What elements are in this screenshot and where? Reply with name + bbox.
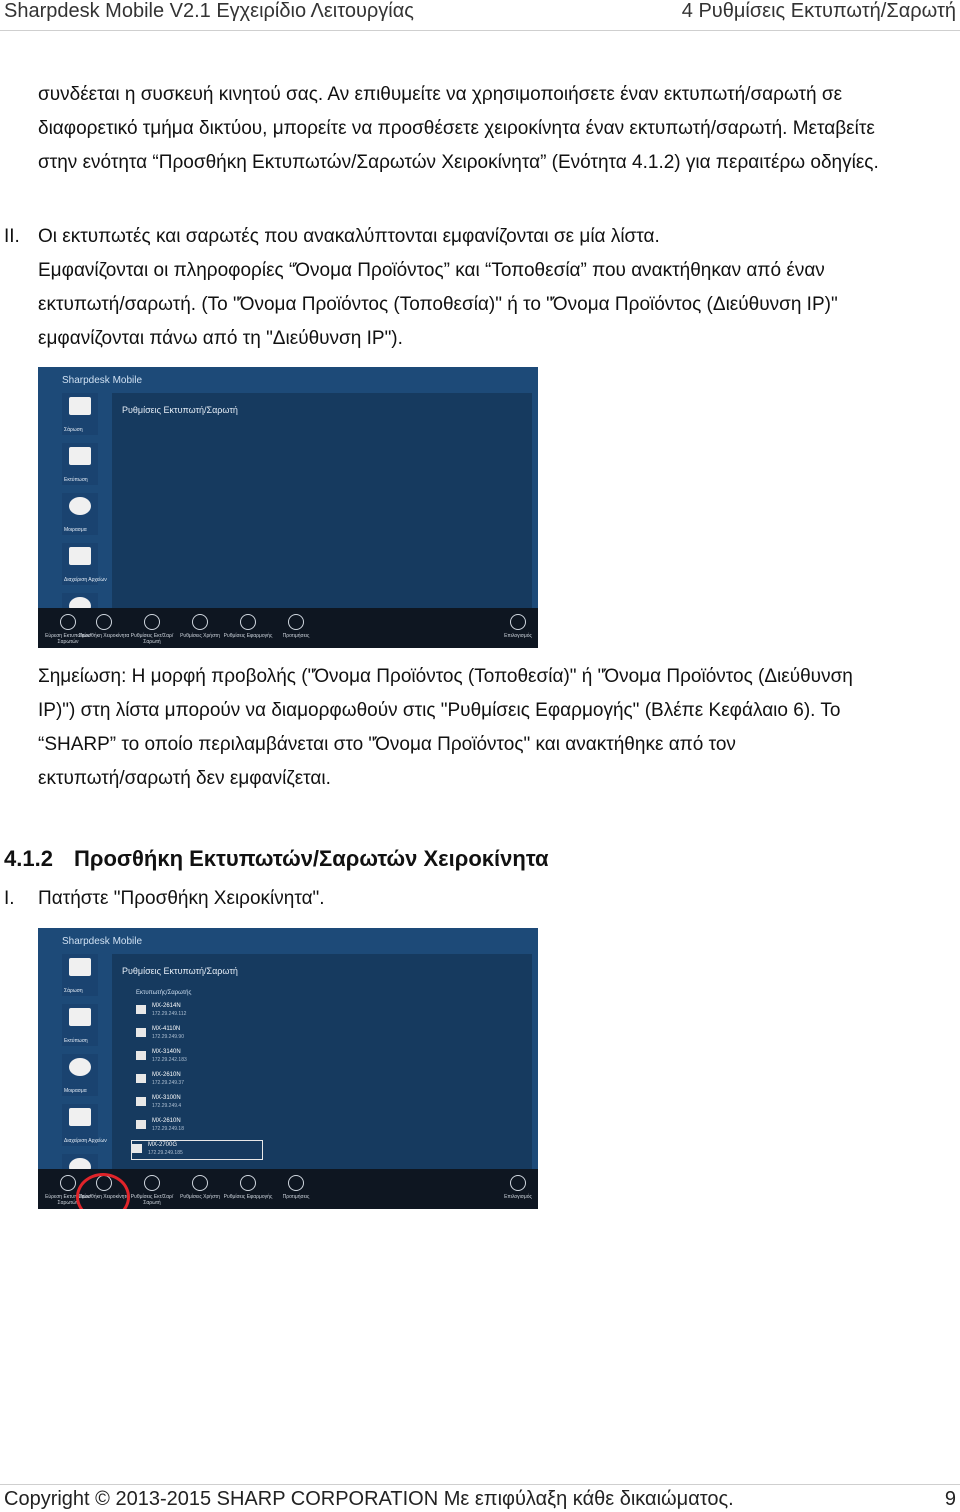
screenshot-printer-list bbox=[38, 367, 538, 648]
step-1-paragraph bbox=[4, 882, 325, 916]
appbar-select-button: Επιλογισμός bbox=[488, 614, 538, 639]
copyright-text: Copyright © 2013-2015 SHARP CORPORATION Με επιφύλαξη κάθε δικαιώματος. bbox=[4, 1488, 734, 1510]
app-title: Sharpdesk Mobile bbox=[62, 375, 143, 386]
printer-icon bbox=[69, 447, 91, 465]
printer-icon bbox=[136, 1051, 146, 1060]
appbar-user-settings-button: Ρυθμίσεις Χρήστη bbox=[170, 614, 230, 639]
note-paragraph bbox=[38, 660, 853, 796]
appbar-printer-settings-button: Ρυθμίσεις Εκτ/Σαρ/ Σαρωτή bbox=[122, 614, 182, 645]
rail-tile-files: Διαχείριση Αρχείων bbox=[62, 543, 98, 585]
step-number: II. bbox=[4, 226, 20, 247]
step-line: εμφανίζονται πάνω από τη "Διεύθυνση IP"). bbox=[38, 328, 403, 349]
note-line: IP)") στη λίστα μπορούν να διαμορφωθούν στις "Ρυθμίσεις Εφαρμογής" (Βλέπε Κεφάλαιο 6). Το bbox=[38, 700, 841, 721]
rail-tile-scan: Σάρωση bbox=[62, 393, 98, 435]
intro-line: στην ενότητα “Προσθήκη Εκτυπωτών/Σαρωτών Χειροκίνητα” (Ενότητα 4.1.2) για περαιτέρω οδηγίες. bbox=[38, 152, 879, 173]
appbar-add-manual-button: Προσθήκη Χειροκίνητα bbox=[74, 1175, 134, 1200]
printer-icon bbox=[136, 1005, 146, 1014]
rail-tile-scan: Σάρωση bbox=[62, 954, 98, 996]
appbar-preferences-button: Προτιμήσεις bbox=[266, 614, 326, 639]
chapter-title: 4 Ρυθμίσεις Εκτυπωτή/Σαρωτή bbox=[681, 0, 956, 22]
share-icon bbox=[69, 497, 91, 515]
step-2-paragraph bbox=[4, 220, 838, 356]
intro-line: συνδέεται η συσκευή κινητού σας. Αν επιθυμείτε να χρησιμοποιήσετε έναν εκτυπωτή/σαρωτή σε bbox=[38, 84, 843, 105]
note-line: εκτυπωτή/σαρωτή δεν εμφανίζεται. bbox=[38, 768, 331, 789]
footer-rule bbox=[0, 1484, 960, 1485]
printer-icon bbox=[136, 1097, 146, 1106]
section-title: Προσθήκη Εκτυπωτών/Σαρωτών Χειροκίνητα bbox=[74, 846, 549, 871]
appbar-preferences-button: Προτιμήσεις bbox=[266, 1175, 326, 1200]
printer-icon bbox=[132, 1144, 142, 1153]
section-number: 4.1.2 bbox=[4, 846, 53, 871]
list-item: MX-2614N 172.29.249.112 bbox=[136, 1002, 256, 1020]
note-line: “SHARP” το οποίο περιλαμβάνεται στο "Όνομα Προϊόντος" και ανακτήθηκε από τον bbox=[38, 734, 736, 755]
select-icon bbox=[510, 614, 526, 630]
preferences-icon bbox=[288, 1175, 304, 1191]
header-rule bbox=[0, 30, 960, 31]
printer-icon bbox=[136, 1120, 146, 1129]
download-icon bbox=[96, 614, 112, 630]
list-item: MX-2610N 172.29.249.37 bbox=[136, 1071, 256, 1089]
rail-tile-share: Μοιρασμα bbox=[62, 493, 98, 535]
appbar-app-settings-button: Ρυθμίσεις Εφαρμογής bbox=[218, 614, 278, 639]
step-line: Εμφανίζονται οι πληροφορίες “Όνομα Προϊόντος” και “Τοποθεσία” που ανακτήθηκαν από έναν bbox=[38, 260, 825, 281]
appbar-add-manual-button: Προσθήκη Χειροκίνητα bbox=[74, 614, 134, 639]
list-header: Εκτυπωτής/Σαρωτής bbox=[136, 990, 192, 996]
printer-settings-icon bbox=[144, 1175, 160, 1191]
settings-panel bbox=[112, 393, 532, 609]
rail-tile-print: Εκτύπωση bbox=[62, 1004, 98, 1046]
section-heading bbox=[4, 846, 549, 872]
app-settings-icon bbox=[240, 1175, 256, 1191]
printer-list bbox=[136, 990, 256, 1165]
printer-icon bbox=[136, 1074, 146, 1083]
list-item-selected: MX-2700G 172.29.249.185 bbox=[131, 1140, 263, 1160]
appbar-find-button: Εύρεση Εκτυπωτών/ Σαρωτών bbox=[38, 1175, 98, 1206]
settings-panel bbox=[112, 954, 532, 1170]
select-icon bbox=[510, 1175, 526, 1191]
step-line: εκτυπωτή/σαρωτή. (Το "Όνομα Προϊόντος (Τοποθεσία)" ή το "Όνομα Προϊόντος (Διεύθυνση IP)" bbox=[38, 294, 838, 315]
printer-icon bbox=[69, 1008, 91, 1026]
preferences-icon bbox=[288, 614, 304, 630]
appbar-app-settings-button: Ρυθμίσεις Εφαρμογής bbox=[218, 1175, 278, 1200]
page-footer bbox=[0, 1484, 960, 1512]
page-number: 9 bbox=[944, 1488, 956, 1510]
scanner-icon bbox=[69, 958, 91, 976]
appbar-printer-settings-button: Ρυθμίσεις Εκτ/Σαρ/ Σαρωτή bbox=[122, 1175, 182, 1206]
app-title: Sharpdesk Mobile bbox=[62, 936, 143, 947]
user-icon bbox=[192, 614, 208, 630]
appbar-user-settings-button: Ρυθμίσεις Χρήστη bbox=[170, 1175, 230, 1200]
files-icon bbox=[69, 1108, 91, 1126]
panel-title: Ρυθμίσεις Εκτυπωτή/Σαρωτή bbox=[122, 966, 238, 976]
appbar-select-button: Επιλογισμός bbox=[488, 1175, 538, 1200]
step-number: I. bbox=[4, 888, 15, 909]
intro-paragraph bbox=[38, 78, 879, 180]
rail-tile-files: Διαχείριση Αρχείων bbox=[62, 1104, 98, 1146]
printer-icon bbox=[136, 1028, 146, 1037]
share-icon bbox=[69, 1058, 91, 1076]
list-item: MX-2610N 172.29.249.18 bbox=[136, 1117, 256, 1135]
manual-title: Sharpdesk Mobile V2.1 Εγχειρίδιο Λειτουργίας bbox=[4, 0, 414, 22]
scanner-icon bbox=[69, 397, 91, 415]
page-header bbox=[0, 0, 960, 30]
printer-settings-icon bbox=[144, 614, 160, 630]
list-item: MX-4110N 172.29.249.90 bbox=[136, 1025, 256, 1043]
rail-tile-share: Μοιρασμα bbox=[62, 1054, 98, 1096]
note-line: Σημείωση: Η μορφή προβολής ("Όνομα Προϊόντος (Τοποθεσία)" ή "Όνομα Προϊόντος (Διεύθυνση bbox=[38, 666, 853, 687]
app-settings-icon bbox=[240, 614, 256, 630]
panel-title: Ρυθμίσεις Εκτυπωτή/Σαρωτή bbox=[122, 405, 238, 415]
app-bar bbox=[38, 608, 538, 648]
intro-line: διαφορετικό τμήμα δικτύου, μπορείτε να προσθέσετε χειροκίνητα έναν εκτυπωτή/σαρωτή. Μεταβείτε bbox=[38, 118, 875, 139]
files-icon bbox=[69, 547, 91, 565]
user-icon bbox=[192, 1175, 208, 1191]
appbar-find-button: Εύρεση Εκτυπωτών/ Σαρωτών bbox=[38, 614, 98, 645]
list-item: MX-3140N 172.29.242.183 bbox=[136, 1048, 256, 1066]
step-line: Πατήστε "Προσθήκη Χειροκίνητα". bbox=[38, 888, 325, 909]
list-item: MX-3100N 172.29.249.4 bbox=[136, 1094, 256, 1112]
rail-tile-print: Εκτύπωση bbox=[62, 443, 98, 485]
screenshot-add-manual bbox=[38, 928, 538, 1209]
step-line: Οι εκτυπωτές και σαρωτές που ανακαλύπτονται εμφανίζονται σε μία λίστα. bbox=[38, 226, 660, 247]
